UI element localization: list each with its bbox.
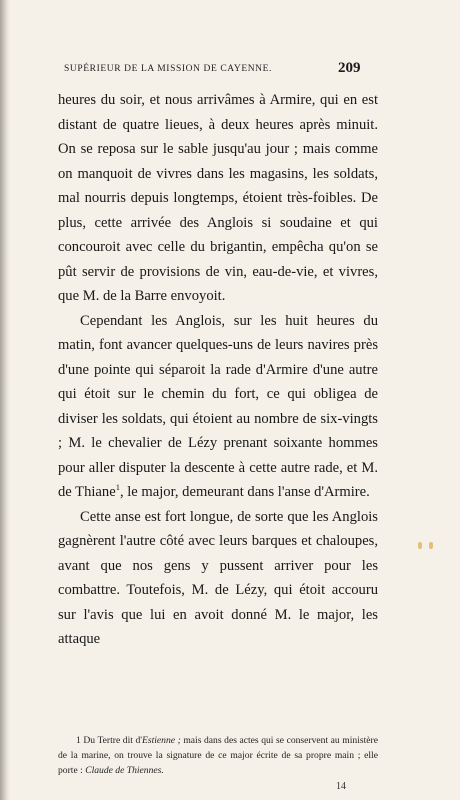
stain-mark [429,542,433,549]
printer-signature-mark: 14 [336,781,346,792]
stain-mark [418,542,422,549]
footnote-1 [58,733,378,778]
paragraph-1: heures du soir, et nous arrivâmes à Armire, qui en est distant de quatre lieues, à deux heures après minuit. On se reposa sur le sable jusqu'au jour ; mais comme on manquoit de vivres dans les magasins, les soldats, mal nourris depuis longtemps, étoient très-foibles. De plus, cette arrivée des Anglois si soudaine et qui concouroit avec celle du brigantin, empêcha qu'on se pût servir de provisions de vin, eau-de-vie, et vivres, que M. de la Barre envoyoit. [58,92,378,304]
footnote-signature: Claude de Thiennes. [85,765,164,776]
footnote [58,733,378,778]
running-head: SUPÉRIEUR DE LA MISSION DE CAYENNE. [64,64,273,74]
paragraph-3: Cette anse est fort longue, de sorte que les Anglois gagnèrent l'autre côté avec leurs barques et chaloupes, avant que nos gens y pussent arriver pour les combattre. Toutefois, M. de Lézy, qui étoit accouru sur l'avis que lui en avoit donné M. le major, les attaque [58,508,378,647]
footnote-text-a: Du Tertre dit d' [83,735,142,746]
paragraph-2-text-b: , le major, demeurant dans l'anse d'Armire. [119,484,370,500]
footnote-name: Estienne ; [141,735,181,746]
page-number: 209 [338,60,361,76]
body-text [58,88,378,652]
footnote-reference: 1 [115,482,120,493]
footnote-marker: 1 [76,735,81,746]
paragraph-2 [58,309,378,505]
footnote-text-b: mais dans des actes qui se conservent au ministère de la marine, on trouve la signature de ce major écrite de sa propre main ; elle porte : [58,735,378,776]
paragraph-2-text-a: Cependant les Anglois, sur les huit heures du matin, font avancer quelques-uns de leurs navires près d'une pointe qui séparoit la rade d'Armire d'une autre qui étoit sur le chemin du fort, ce qui obligea de diviser les soldats, qui étoient au nombre de six-vingts ; M. le chevalier de Lézy prenant soixante hommes pour aller disputer la descente à cette autre rade, et M. de Thiane [58,312,378,500]
